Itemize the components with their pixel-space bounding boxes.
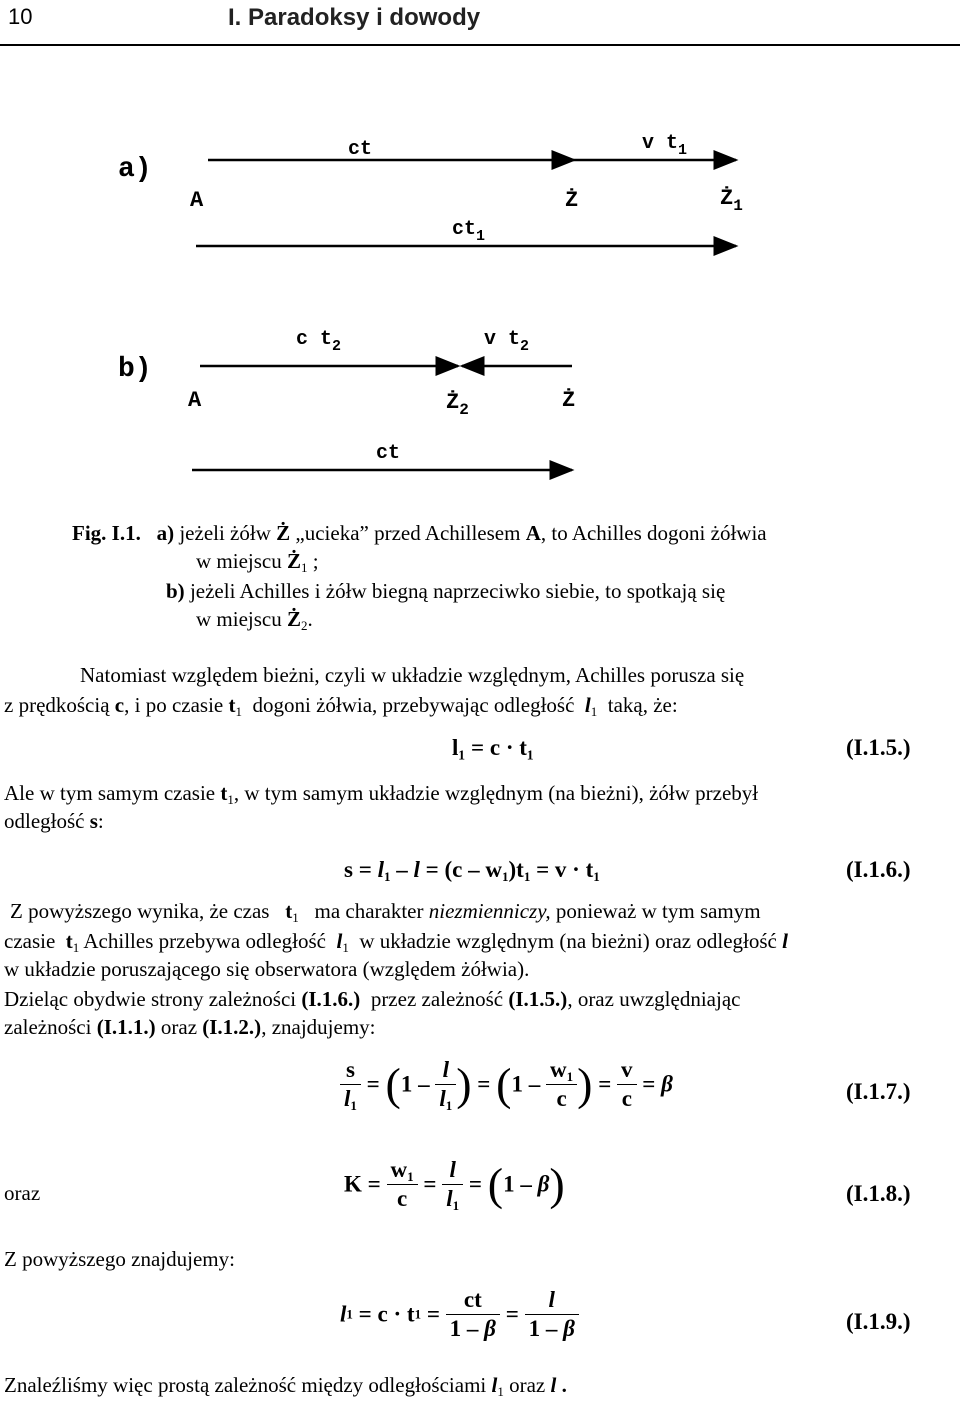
figure-caption-line3: b) jeżeli Achilles i żółw biegną naprzeciwko siebie, to spotkają się [166,579,726,603]
equation-number-9: (I.1.9.) [846,1309,911,1334]
fig-label-a: a) [118,154,152,185]
equation-I-1-8: K = $\frac{w_1}{c}$ = $\frac{l}{l_1}$ = (1 – β) [344,1157,565,1213]
paragraph-3-line3: w układzie poruszającego się obserwatora (względem żółwia). [4,957,530,981]
point-A-b: A [188,388,202,413]
point-A-a: A [190,188,204,213]
paragraph-1-line2: z prędkością c, i po czasie $t_1$ dogoni żółwia, przebywając odległość $l_1$ taką, że: [4,693,678,719]
equation-I-1-7: $\frac{s}{l_1}$ = (1 – $\frac{l}{l_1}$ ) = (1 – $\frac{w_1}{c}$ ) = $\frac{v}{c}$ = β [340,1056,673,1113]
paragraph-4-line1: Dzieląc obydwie strony zależności (I.1.6.) przez zależność (I.1.5.), oraz uwzględniając [4,987,741,1011]
paragraph-2-line2: odległość s: [4,809,104,833]
point-Z-a: Ż [565,188,579,213]
paragraph-4-line2: zależności (I.1.1.) oraz (I.1.2.), znajdujemy: [4,1015,376,1039]
label-vt2: v $t_2$ [484,328,530,355]
header-rule [0,44,960,46]
equation-number-5: (I.1.5.) [846,735,911,760]
page-number: 10 [8,4,33,29]
figure-caption-line4: w miejscu $Ż_2$. [196,607,313,633]
paragraph-1-line1: Natomiast względem bieżni, czyli w układzie względnym, Achilles porusza się [80,663,745,687]
equation-I-1-5: l₁ = c · t₁ [452,735,534,760]
label-ct2: c $t_2$ [296,328,342,355]
equation-I-1-9: l1 = c · t1 = $\frac{ct}{1 - \beta}$ = $\frac{l}{1 - \beta}$ [340,1286,579,1343]
point-Z-b: Ż [562,388,576,413]
paragraph-6: Znaleźliśmy więc prostą zależność między odległościami $l_1$ oraz l . [4,1373,567,1399]
word-oraz: oraz [4,1181,41,1205]
paragraph-2-line1: Ale w tym samym czasie $t_1$, w tym samym układzie względnym (na bieżni), żółw przebył [4,781,759,807]
chapter-title: I. Paradoksy i dowody [228,4,481,31]
equation-number-6: (I.1.6.) [846,857,911,882]
equation-number-7: (I.1.7.) [846,1079,911,1104]
paragraph-3-line1: Z powyższego wynika, że czas $t_1$ ma charakter niezmienniczy, ponieważ w tym samym [10,899,761,925]
paragraph-5: Z powyższego znajdujemy: [4,1247,235,1271]
equation-number-8: (I.1.8.) [846,1181,911,1206]
fig-label-b: b) [118,354,152,385]
figure-caption-line1: Fig. I.1. a) jeżeli żółw Ż „ucieka” przed Achillesem A, to Achilles dogoni żółwia [72,521,767,545]
label-ct-b: ct [376,442,401,465]
point-Z2-b: $Ż_2$ [446,390,469,419]
label-vt1: v $t_1$ [642,132,688,159]
label-ct1: $ct_1$ [452,218,486,245]
point-Z1-a: $Ż_1$ [720,186,743,215]
label-ct-a: ct [348,138,373,161]
equation-I-1-6: $s = l_1 - l = (c - w_1)t_1 = v \cdot t_1$ [344,857,600,884]
figure-caption-line2: w miejscu $Ż_1$ ; [196,549,319,575]
paragraph-3-line2: czasie $t_1$ Achilles przebywa odległość $l_1$ w układzie względnym (na bieżni) oraz odległość l [4,929,788,955]
